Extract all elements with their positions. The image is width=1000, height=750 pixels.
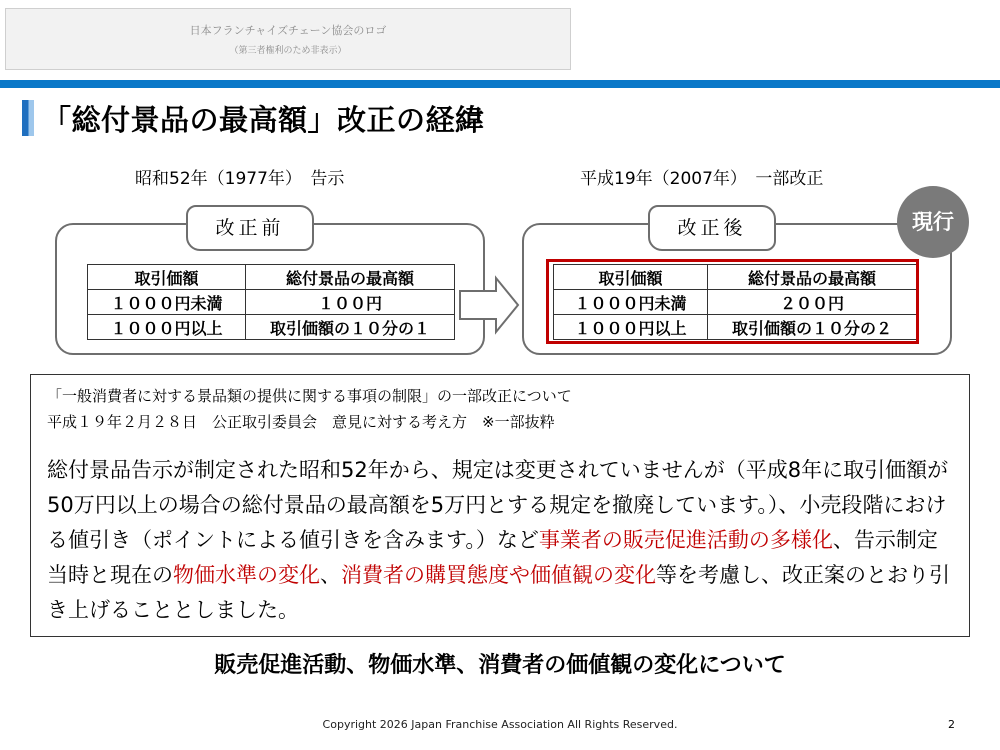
header-rule: [0, 80, 1000, 88]
table-header-row: [88, 265, 455, 290]
table-cell: 取引価額の１０分の１: [246, 315, 455, 340]
table-header-cell: 取引価額: [88, 265, 246, 290]
after-label: 改正後: [648, 205, 776, 251]
quote-text: 、告示制定当時と現在の: [47, 528, 938, 587]
page-title: 「総付景品の最高額」改正の経緯: [42, 103, 485, 137]
quote-text: 、: [320, 563, 341, 587]
arrow-right-icon: [458, 275, 520, 335]
before-table: [87, 264, 455, 340]
table-cell: １０００円以上: [88, 315, 246, 340]
table-cell: １０００円未満: [88, 290, 246, 315]
table-cell: 取引価額の１０分の２: [708, 315, 917, 340]
logo-placeholder-text: 日本フランチャイズチェーン協会のロゴ: [189, 24, 387, 37]
summary-heading: 販売促進活動、物価水準、消費者の価値観の変化について: [214, 653, 786, 678]
table-row: [88, 315, 455, 340]
quote-source-title: 「一般消費者に対する景品類の提供に関する事項の制限」の一部改正について: [47, 387, 572, 405]
right-date: 平成19年（2007年） 一部改正: [580, 169, 824, 189]
copyright: Copyright 2026 Japan Franchise Association All Rights Reserved.: [322, 718, 678, 731]
logo-placeholder: [5, 8, 571, 70]
table-header-cell: 総付景品の最高額: [708, 265, 917, 290]
table-cell: １０００円未満: [554, 290, 708, 315]
table-cell: １０００円以上: [554, 315, 708, 340]
quote-highlight: 事業者の販売促進活動の多様化: [538, 528, 833, 552]
current-badge: 現行: [897, 186, 969, 258]
quote-text: 等を考慮し、改正案のとおり引き上げることとしました。: [47, 563, 950, 622]
quote-source-date: 平成１９年２月２８日 公正取引委員会 意見に対する考え方 ※一部抜粋: [47, 413, 555, 431]
table-cell: ２００円: [708, 290, 917, 315]
quote-body: [47, 453, 957, 628]
quote-highlight: 物価水準の変化: [173, 563, 320, 587]
quote-box: [30, 374, 970, 637]
table-row: [88, 290, 455, 315]
table-cell: １００円: [246, 290, 455, 315]
table-header-cell: 総付景品の最高額: [246, 265, 455, 290]
table-header-cell: 取引価額: [554, 265, 708, 290]
left-date: 昭和52年（1977年） 告示: [135, 169, 345, 189]
title-marker: [22, 100, 34, 136]
before-label: 改正前: [186, 205, 314, 251]
logo-placeholder-note: （第三者権利のため非表示）: [229, 46, 347, 56]
page-number: 2: [948, 718, 955, 731]
current-highlight-frame: [546, 259, 919, 344]
quote-text: 総付景品告示が制定された昭和52年から、規定は変更されていませんが（平成8年に取引価額が50万円以上の場合の総付景品の最高額を5万円とする規定を撤廃しています。）、小売段階における値引き（ポイントによる値引きを含みます。）など: [47, 458, 949, 552]
quote-highlight: 消費者の購買態度や価値観の変化: [341, 563, 656, 587]
